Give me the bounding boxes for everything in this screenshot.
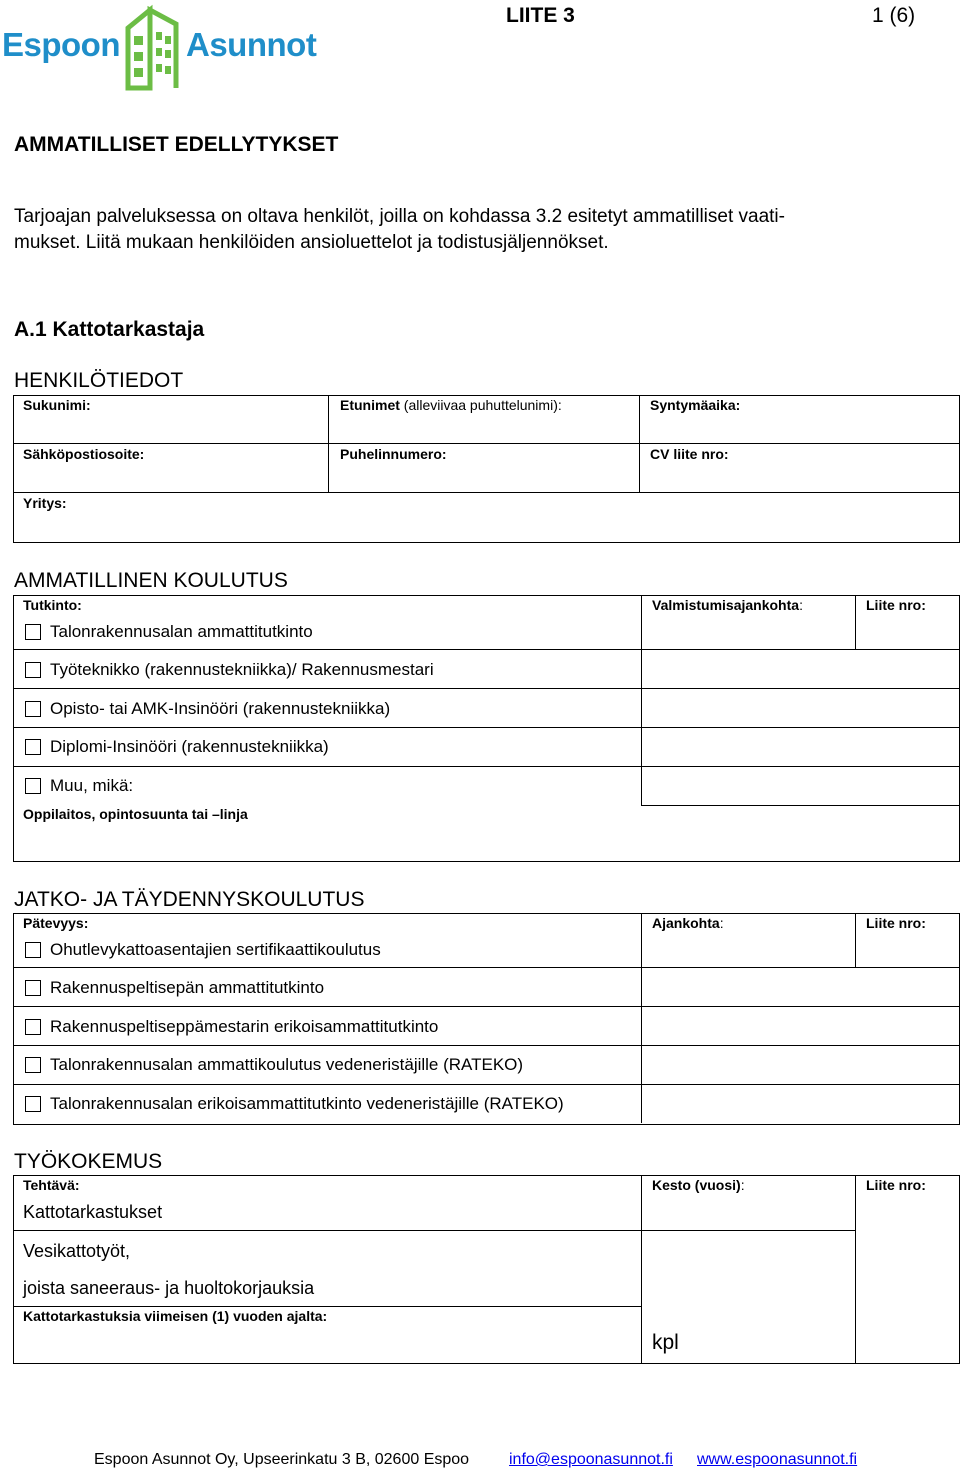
table-rule: [13, 492, 959, 493]
table-rule: [641, 649, 959, 650]
firstnames-label: [340, 397, 562, 413]
table-rule: [641, 595, 642, 805]
checkbox[interactable]: [25, 980, 41, 996]
education-heading: AMMATILLINEN KOULUTUS: [14, 569, 288, 592]
option-label: Opisto- tai AMK-Insinööri (rakennustekniikka): [50, 699, 391, 718]
checkbox[interactable]: [25, 778, 41, 794]
table-rule: [855, 595, 856, 649]
checkbox[interactable]: [25, 662, 41, 678]
option-label: Muu, mikä:: [50, 776, 134, 795]
document-label: LIITE 3: [506, 4, 575, 27]
training-option-3[interactable]: [25, 1017, 438, 1037]
table-rule: [13, 649, 641, 650]
task-roofing-renovations: joista saneeraus- ja huoltokorjauksia: [23, 1278, 315, 1298]
table-rule: [328, 395, 329, 493]
page-number: 1 (6): [872, 4, 916, 27]
table-rule: [641, 913, 642, 1123]
training-time-colon: :: [719, 915, 724, 931]
intro-line-2: mukset. Liitä mukaan henkilöiden ansioluettelot ja todistusjäljennökset.: [14, 232, 609, 253]
section-subtitle: A.1 Kattotarkastaja: [14, 318, 205, 341]
institution-label: Oppilaitos, opintosuunta tai –linja: [23, 806, 248, 822]
education-option-5[interactable]: [25, 776, 133, 796]
task-label: Tehtävä:: [23, 1177, 80, 1193]
building-logo-icon: [120, 2, 184, 92]
table-rule: [855, 913, 856, 967]
logo-word-asunnot: Asunnot: [186, 26, 317, 63]
option-label: Talonrakennusalan ammattikoulutus vedeneristäjille (RATEKO): [50, 1055, 524, 1074]
footer-address: Espoon Asunnot Oy, Upseerinkatu 3 B, 02600 Espoo: [94, 1451, 470, 1468]
birthdate-label: Syntymäaika:: [650, 397, 741, 413]
education-option-1[interactable]: [25, 622, 313, 642]
training-option-1[interactable]: [25, 940, 381, 960]
checkbox[interactable]: [25, 739, 41, 755]
training-option-4[interactable]: [25, 1055, 523, 1075]
option-label: Talonrakennusalan erikoisammattitutkinto vedeneristäjille (RATEKO): [50, 1094, 564, 1113]
firstnames-label-main: Etunimet: [340, 397, 400, 413]
table-rule: [13, 443, 959, 444]
education-appendix-label: Liite nro:: [866, 597, 926, 613]
table-rule: [639, 395, 640, 493]
training-time-main: Ajankohta: [652, 915, 720, 931]
checkbox[interactable]: [25, 942, 41, 958]
firstnames-note: (alleviivaa puhuttelunimi):: [403, 397, 562, 413]
duration-label-main: Kesto (vuosi): [652, 1177, 741, 1193]
checkbox[interactable]: [25, 1057, 41, 1073]
option-label: Työteknikko (rakennustekniikka)/ Rakennusmestari: [50, 660, 434, 679]
option-label: Diplomi-Insinööri (rakennustekniikka): [50, 737, 329, 756]
graduation-colon: :: [799, 597, 803, 613]
qualification-label: Pätevyys:: [23, 915, 89, 931]
intro-line-1: Tarjoajan palveluksessa on oltava henkilöt, joilla on kohdassa 3.2 esitetyt ammatilliset vaati-: [14, 206, 785, 227]
company-label: Yritys:: [23, 495, 67, 511]
table-rule: [13, 766, 641, 767]
option-label: Talonrakennusalan ammattitutkinto: [50, 622, 313, 641]
option-label: Rakennuspeltiseppämestarin erikoisammattitutkinto: [50, 1017, 439, 1036]
table-rule: [641, 766, 959, 767]
education-option-2[interactable]: [25, 660, 434, 680]
training-heading: JATKO- JA TÄYDENNYSKOULUTUS: [14, 888, 365, 911]
table-rule: [13, 1084, 959, 1085]
education-option-4[interactable]: [25, 737, 329, 757]
table-rule: [641, 688, 959, 689]
table-rule: [13, 967, 959, 968]
inspections-unit: kpl: [652, 1331, 679, 1354]
checkbox[interactable]: [25, 701, 41, 717]
training-option-5[interactable]: [25, 1094, 564, 1114]
intro-text: [14, 204, 954, 256]
checkbox[interactable]: [25, 1019, 41, 1035]
graduation-label: [652, 597, 803, 613]
task-roofing-works: Vesikattotyöt,: [23, 1241, 131, 1261]
training-time-label: [652, 915, 724, 931]
table-rule: [641, 727, 959, 728]
option-label: Ohutlevykattoasentajien sertifikaattikoulutus: [50, 940, 381, 959]
table-rule: [13, 1045, 959, 1046]
graduation-label-main: Valmistumisajankohta: [652, 597, 800, 613]
phone-label: Puhelinnumero:: [340, 446, 447, 462]
personal-info-table: [13, 395, 960, 543]
cv-label: CV liite nro:: [650, 446, 729, 462]
table-rule: [855, 1175, 856, 1363]
degree-label: Tutkinto:: [23, 597, 82, 613]
table-rule: [13, 727, 641, 728]
table-rule: [13, 688, 641, 689]
footer-email-link[interactable]: info@espoonasunnot.fi: [509, 1451, 673, 1468]
logo-word-espoon: Espoon: [2, 26, 120, 63]
surname-label: Sukunimi:: [23, 397, 91, 413]
company-logo: [2, 2, 322, 92]
page-title: AMMATILLISET EDELLYTYKSET: [14, 133, 339, 156]
duration-colon: :: [740, 1177, 745, 1193]
training-appendix-label: Liite nro:: [866, 915, 926, 931]
email-label: Sähköpostiosoite:: [23, 446, 145, 462]
checkbox[interactable]: [25, 1096, 41, 1112]
duration-label: [652, 1177, 745, 1193]
table-rule: [641, 805, 959, 806]
training-option-2[interactable]: [25, 978, 324, 998]
education-option-3[interactable]: [25, 699, 390, 719]
checkbox[interactable]: [25, 624, 41, 640]
footer-web-link[interactable]: www.espoonasunnot.fi: [697, 1451, 858, 1468]
table-rule: [13, 1306, 641, 1307]
inspections-count-label: Kattotarkastuksia viimeisen (1) vuoden ajalta:: [23, 1308, 328, 1324]
experience-appendix-label: Liite nro:: [866, 1177, 926, 1193]
table-rule: [641, 1175, 642, 1363]
option-label: Rakennuspeltisepän ammattitutkinto: [50, 978, 325, 997]
table-rule: [13, 1006, 959, 1007]
personal-heading: HENKILÖTIEDOT: [14, 369, 184, 392]
table-rule: [13, 1230, 856, 1231]
experience-heading: TYÖKOKEMUS: [14, 1150, 163, 1173]
task-roof-inspections: Kattotarkastukset: [23, 1202, 163, 1222]
